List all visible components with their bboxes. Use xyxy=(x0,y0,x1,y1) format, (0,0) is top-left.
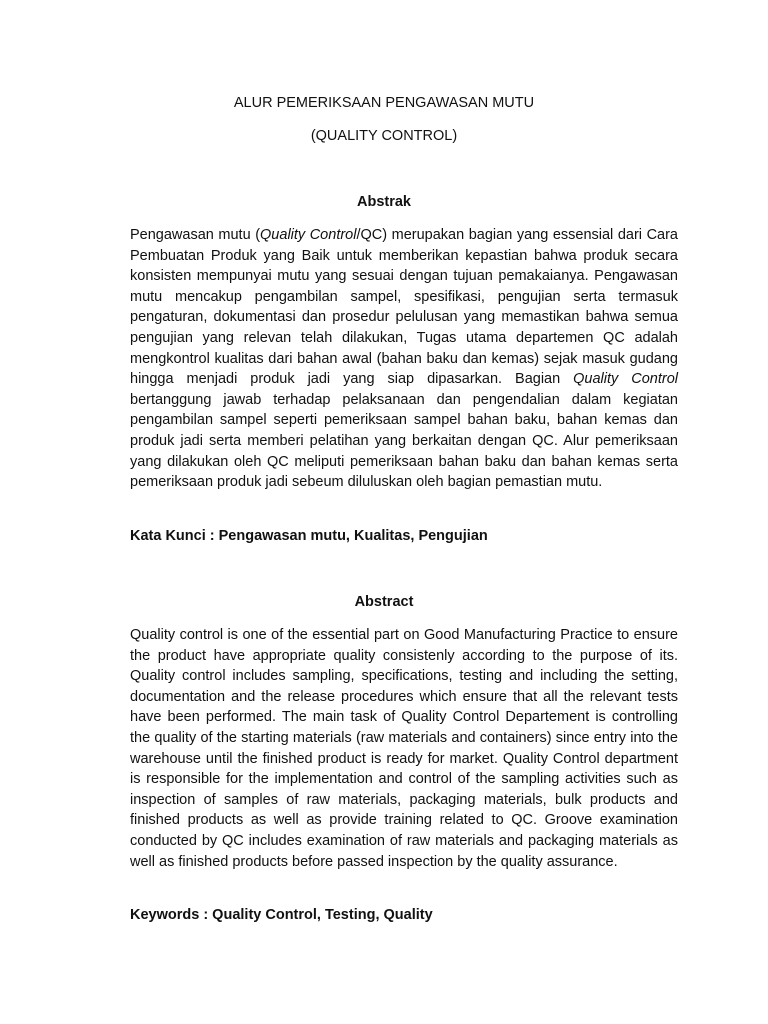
abstrak-italic-term-1: Quality Control xyxy=(260,227,357,243)
abstrak-text-part1: Pengawasan mutu ( xyxy=(130,227,261,243)
kata-kunci: Kata Kunci : Pengawasan mutu, Kualitas, Pengujian xyxy=(130,528,488,544)
abstrak-heading: Abstrak xyxy=(357,194,411,210)
abstract-paragraph: Quality control is one of the essential part on Good Manufacturing Practice to ensure the product have appropriate quality consistenly according to the purpose of its. Quality control includes sampling, specifications, testing and including the setting, documentation and the release procedures which ensure that all the relevant tests have been performed. The main task of Quality Control Departement is controlling the quality of the starting materials (raw materials and containers) since entry into the warehouse until the finished product is ready for market. Quality Control department is responsible for the implementation and control of the sampling activities such as inspection of samples of raw materials, packaging materials, bulk products and finished products as well as provide training related to QC. Groove examination conducted by QC includes examination of raw materials and packaging materials as well as finished products before passed inspection by the quality assurance. xyxy=(130,627,678,870)
abstract-heading: Abstract xyxy=(354,594,414,610)
abstrak-paragraph xyxy=(130,225,678,493)
abstrak-text-part3: bertanggung jawab terhadap pelaksanaan dan pengendalian dalam kegiatan pengambilan sampel seperti pemeriksaan sampel bahan baku, bahan kemas dan produk jadi serta memberi pelatihan yang berkaitan dengan QC. Alur pemeriksaan yang dilakukan oleh QC meliputi pemeriksaan bahan baku dan bahan kemas serta pemeriksaan produk jadi sebeum diluluskan oleh bagian pemastian mutu. xyxy=(130,391,678,491)
document-subtitle: (QUALITY CONTROL) xyxy=(310,128,458,144)
abstrak-text-part2: /QC) merupakan bagian yang essensial dari Cara Pembuatan Produk yang Baik untuk memberikan kepastian bahwa produk secara konsisten mempunyai mutu yang sesuai dengan tujuan pemakaianya. Pengawasan mutu mencakup pengambilan sampel, spesifikasi, pengujian serta termasuk pengaturan, dokumentasi dan prosedur pelulusan yang memastikan bahwa semua pengujian yang relevan telah dilakukan, Tugas utama departemen QC adalah mengkontrol kualitas dari bahan awal (bahan baku dan kemas) sejak masuk gudang hingga menjadi produk jadi yang siap dipasarkan. Bagian xyxy=(130,227,678,388)
document-title: ALUR PEMERIKSAAN PENGAWASAN MUTU xyxy=(233,95,535,111)
abstrak-italic-term-2: Quality Control xyxy=(573,371,678,388)
keywords-english: Keywords : Quality Control, Testing, Quality xyxy=(130,907,433,923)
